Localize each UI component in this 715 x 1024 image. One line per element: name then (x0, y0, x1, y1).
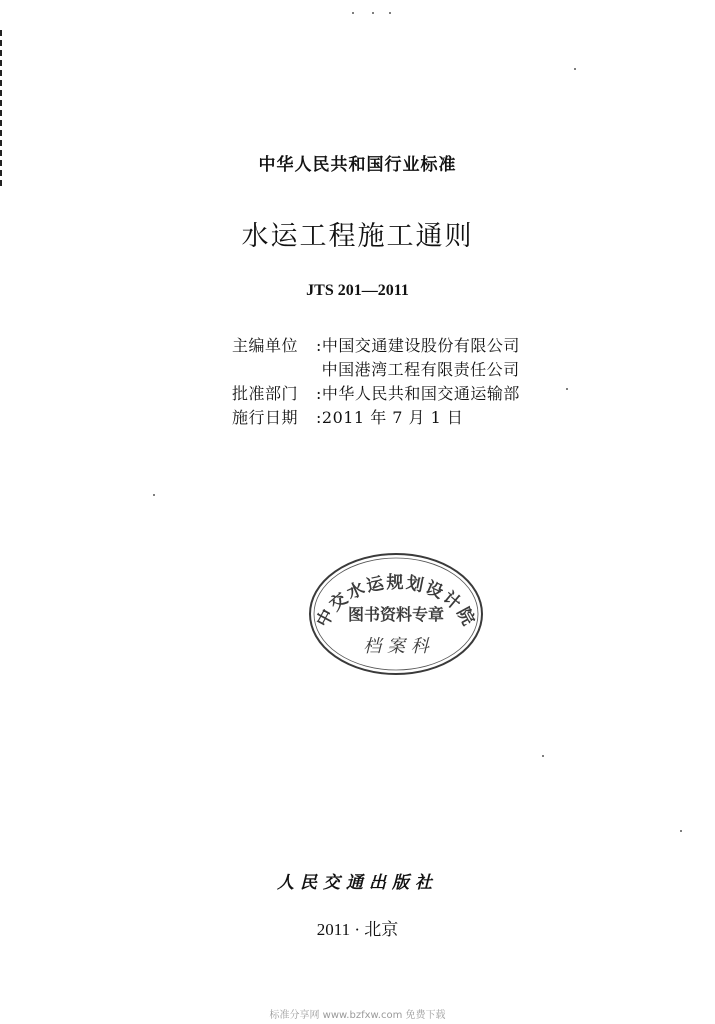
editor-org-2: 中国港湾工程有限责任公司 (321, 360, 520, 379)
stamp-bottom-text: 档 案 科 (363, 636, 429, 657)
scan-speck (680, 830, 682, 832)
scan-speck (153, 494, 155, 496)
standard-type-heading: 中华人民共和国行业标准 (258, 155, 457, 175)
scan-speck (389, 12, 391, 14)
scan-speck (542, 755, 544, 757)
scan-speck (574, 68, 576, 70)
scan-speck (372, 12, 374, 14)
editor-org-1: 中国交通建设股份有限公司 (321, 336, 520, 355)
editor-row (232, 334, 520, 358)
approver-label: 批准部门 (232, 384, 299, 403)
effective-date-row (232, 406, 520, 430)
label-separator: : (316, 408, 322, 427)
stamp-org-text: 中交水运规划设计院 (312, 572, 480, 631)
approver-row (232, 382, 520, 406)
label-separator: : (316, 336, 322, 355)
editor-label: 主编单位 (232, 336, 299, 355)
publisher-name: 人民交通出版社 (277, 873, 438, 893)
stamp-seal-icon (306, 548, 486, 678)
publication-date-place: 2011 · 北京 (316, 920, 399, 939)
scan-speck (352, 12, 354, 14)
stamp-middle-text: 图书资料专章 (347, 605, 445, 624)
watermark-text: 标准分享网 www.bzfxw.com 免费下载 (269, 1010, 446, 1021)
approver-org: 中华人民共和国交通运输部 (321, 384, 520, 403)
label-separator: : (316, 384, 322, 403)
document-metadata (232, 334, 520, 430)
effective-date: 2011 年 7 月 1 日 (321, 408, 464, 427)
effective-date-label: 施行日期 (232, 408, 299, 427)
document-title: 水运工程施工通则 (241, 221, 474, 252)
editor-row-2 (232, 358, 520, 382)
standard-code: JTS 201—2011 (306, 282, 409, 299)
archive-stamp (306, 548, 486, 678)
scan-speck (566, 388, 568, 390)
